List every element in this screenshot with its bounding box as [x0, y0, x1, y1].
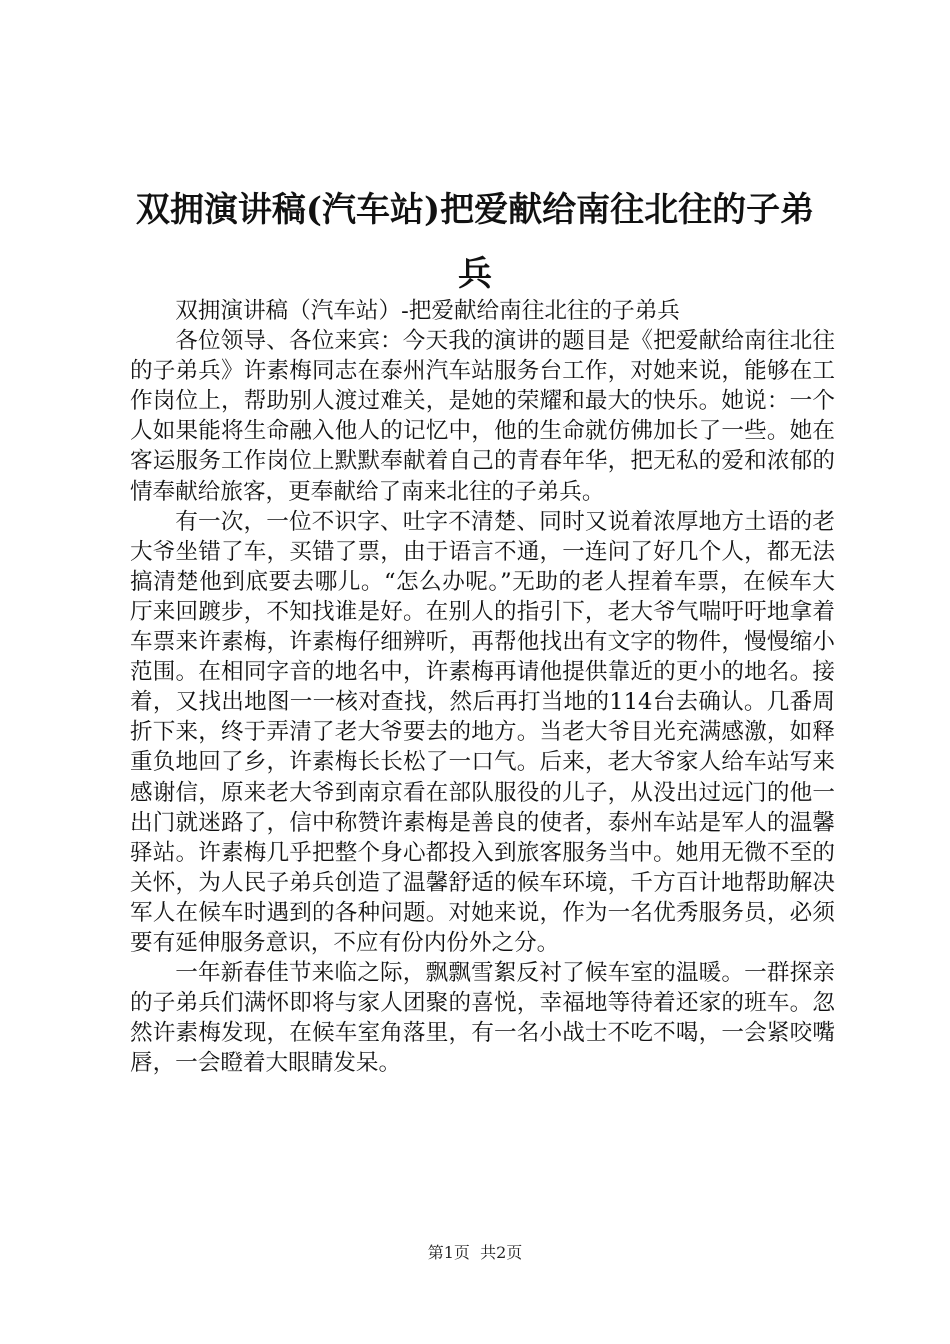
body-paragraph: 各位领导、各位来宾：今天我的演讲的题目是《把爱献给南往北往的子弟兵》许素梅同志在泰州汽车站服务台工作，对她来说，能够在工作岗位上，帮助别人渡过难关，是她的荣耀和最大的快乐。她说：一个人如果能将生命融入他人的记忆中，他的生命就仿佛加长了一些。她在客运服务工作岗位上默默奉献着自己的青春年华，把无私的爱和浓郁的情奉献给旅客，更奉献给了南来北往的子弟兵。: [130, 328, 835, 505]
body-paragraph: 一年新春佳节来临之际，飘飘雪絮反衬了候车室的温暖。一群探亲的子弟兵们满怀即将与家人团聚的喜悦，幸福地等待着还家的班车。忽然许素梅发现，在候车室角落里，有一名小战士不吃不喝，一会紧咬嘴唇，一会瞪着大眼睛发呆。: [130, 960, 835, 1077]
page-number: 第1页: [427, 1243, 470, 1262]
page-footer: [0, 1243, 950, 1263]
subtitle-paragraph: 双拥演讲稿（汽车站）-把爱献给南往北往的子弟兵: [175, 298, 680, 324]
page-total: 共2页: [480, 1243, 523, 1262]
document-title: 双拥演讲稿(汽车站)把爱献给南往北往的子弟兵: [135, 190, 815, 294]
body-paragraph: 有一次，一位不识字、吐字不清楚、同时又说着浓厚地方土语的老大爷坐错了车，买错了票，由于语言不通，一连问了好几个人，都无法搞清楚他到底要去哪儿。“怎么办呢。”无助的老人捏着车票，在候车大厅来回踱步，不知找谁是好。在别人的指引下，老大爷气喘吁吁地拿着车票来许素梅，许素梅仔细辨听，再帮他找出有文字的物件，慢慢缩小范围。在相同字音的地名中，许素梅再请他提供靠近的更小的地名。接着，又找出地图一一核对查找，然后再打当地的114台去确认。几番周折下来，终于弄清了老大爷要去的地方。当老大爷目光充满感激，如释重负地回了乡，许素梅长长松了一口气。后来，老大爷家人给车站写来感谢信，原来老大爷到南京看在部队服役的儿子，从没出过远门的他一出门就迷路了，信中称赞许素梅是善良的使者，泰州车站是军人的温馨驿站。许素梅几乎把整个身心都投入到旅客服务当中。她用无微不至的关怀，为人民子弟兵创造了温馨舒适的候车环境，千方百计地帮助解决军人在候车时遇到的各种问题。对她来说，作为一名优秀服务员，必须要有延伸服务意识，不应有份内份外之分。: [130, 508, 835, 956]
footer-separator: [470, 1243, 480, 1262]
document-body: [130, 296, 835, 1078]
